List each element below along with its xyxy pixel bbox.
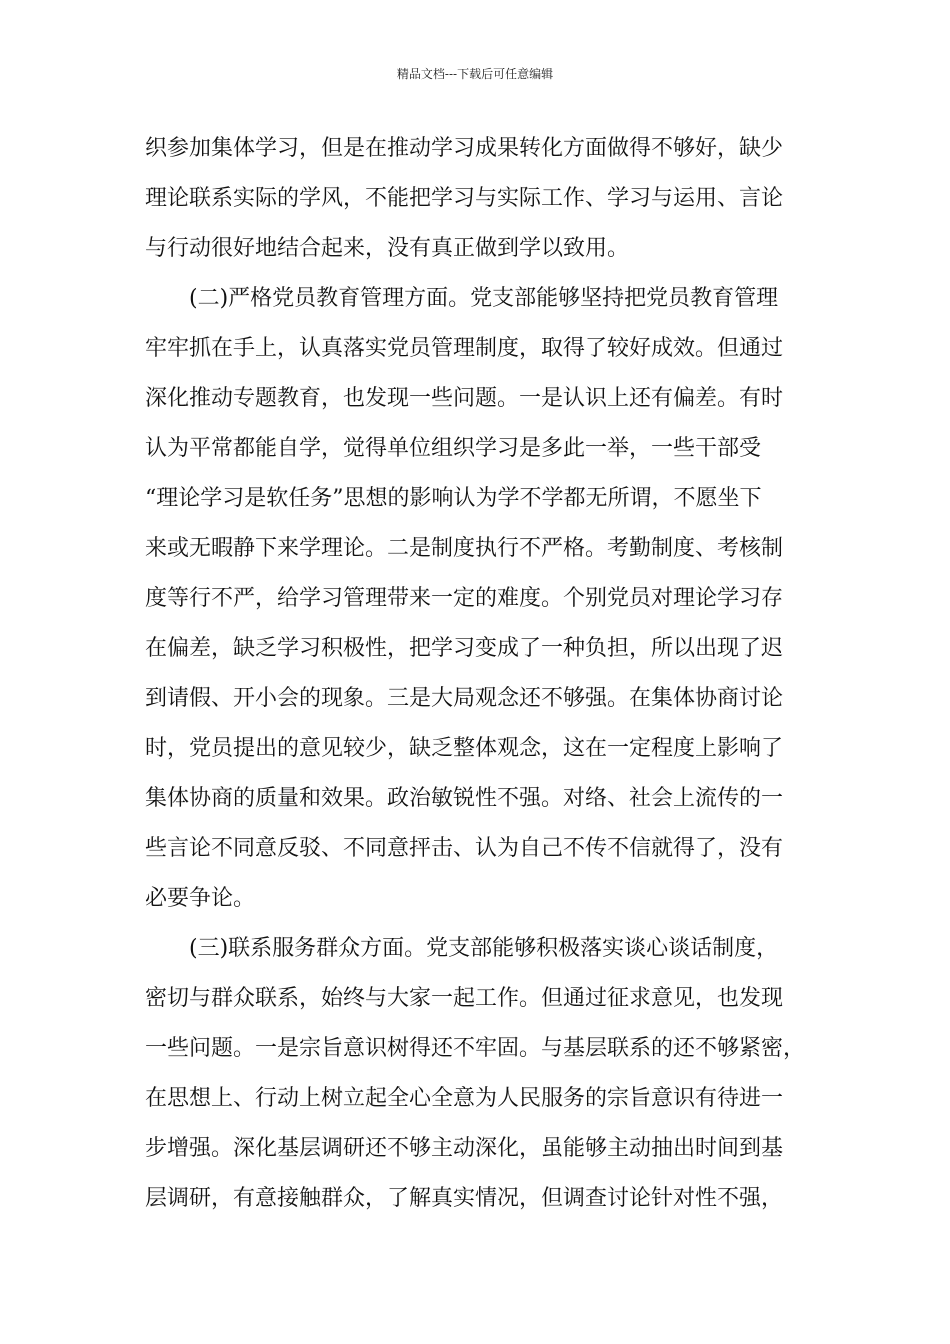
text-line: 深化推动专题教育，也发现一些问题。一是认识上还有偏差。有时 bbox=[145, 386, 784, 411]
text-line: 理论联系实际的学风，不能把学习与实际工作、学习与运用、言论 bbox=[145, 186, 784, 211]
page-header: 精品文档---下载后可任意编辑 bbox=[396, 67, 554, 81]
text-line: 一些问题。一是宗旨意识树得还不牢固。与基层联系的还不够紧密， bbox=[145, 1036, 806, 1061]
text-line: 些言论不同意反驳、不同意抨击、认为自己不传不信就得了，没有 bbox=[145, 836, 784, 861]
text-line: 织参加集体学习，但是在推动学习成果转化方面做得不够好，缺少 bbox=[145, 136, 784, 161]
text-line: 必要争论。 bbox=[145, 886, 256, 911]
document-body bbox=[145, 124, 825, 1224]
text-line: 与行动很好地结合起来，没有真正做到学以致用。 bbox=[145, 236, 630, 261]
text-line: 认为平常都能自学，觉得单位组织学习是多此一举，一些干部受 bbox=[145, 436, 762, 461]
text-line: 集体协商的质量和效果。政治敏锐性不强。对络、社会上流传的一 bbox=[145, 786, 784, 811]
text-line: 层调研，有意接触群众，了解真实情况，但调查讨论针对性不强， bbox=[145, 1186, 784, 1211]
text-line: 到请假、开小会的现象。三是大局观念还不够强。在集体协商讨论 bbox=[145, 686, 784, 711]
text-line: 步增强。深化基层调研还不够主动深化，虽能够主动抽出时间到基 bbox=[145, 1136, 784, 1161]
text-line: 牢牢抓在手上，认真落实党员管理制度，取得了较好成效。但通过 bbox=[145, 336, 784, 361]
text-line: 来或无暇静下来学理论。二是制度执行不严格。考勤制度、考核制 bbox=[145, 536, 784, 561]
section-heading-line: (二)严格党员教育管理方面。党支部能够坚持把党员教育管理 bbox=[189, 286, 779, 311]
text-line: 在思想上、行动上树立起全心全意为人民服务的宗旨意识有待进一 bbox=[145, 1086, 784, 1111]
text-line: “理论学习是软任务”思想的影响认为学不学都无所谓，不愿坐下 bbox=[145, 486, 762, 511]
text-line: 在偏差，缺乏学习积极性，把学习变成了一种负担，所以出现了迟 bbox=[145, 636, 784, 661]
text-line: 时，党员提出的意见较少，缺乏整体观念，这在一定程度上影响了 bbox=[145, 736, 784, 761]
text-line: 度等行不严，给学习管理带来一定的难度。个别党员对理论学习存 bbox=[145, 586, 784, 611]
section-heading-line: (三)联系服务群众方面。党支部能够积极落实谈心谈话制度， bbox=[189, 936, 779, 961]
text-line: 密切与群众联系，始终与大家一起工作。但通过征求意见，也发现 bbox=[145, 986, 784, 1011]
